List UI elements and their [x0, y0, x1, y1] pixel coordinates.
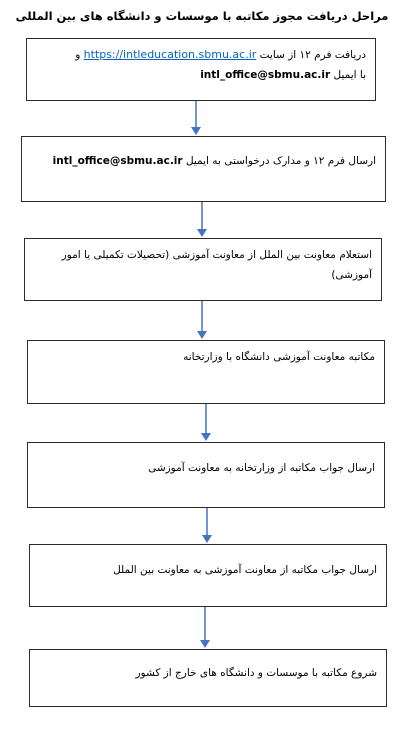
step-2-box [21, 136, 386, 202]
step-1-line-2 [36, 65, 366, 85]
arrow-2-3 [196, 202, 208, 238]
step-2-email: intl_office@sbmu.ac.ir [52, 155, 183, 167]
arrow-5-6 [201, 508, 213, 544]
step-2-line-1 [31, 143, 376, 171]
step-1-email: intl_office@sbmu.ac.ir [200, 69, 331, 81]
step-1-text: دریافت فرم ۱۲ از سایت [259, 49, 366, 61]
step-1-link[interactable]: https://intleducation.sbmu.ac.ir [83, 48, 257, 61]
step-7-box [29, 649, 387, 707]
step-5-text: ارسال جواب مکاتبه از وزارتخانه به معاونت آموزشی [148, 462, 375, 474]
step-1-box [26, 38, 376, 101]
step-2-text: ارسال فرم ۱۲ و مدارک درخواستی به ایمیل [185, 155, 376, 167]
arrow-6-7 [199, 607, 211, 649]
step-3-text: استعلام معاونت بین الملل از معاونت آموزشی (تحصیلات تکمیلی یا امور آموزشی) [61, 249, 372, 281]
step-3-box [24, 238, 382, 301]
step-1-line2-prefix: با ایمیل [333, 69, 366, 81]
arrow-3-4 [196, 301, 208, 340]
step-4-box [27, 340, 385, 404]
step-6-box [29, 544, 387, 607]
step-7-text: شروع مکاتبه با موسسات و دانشگاه های خارج از کشور [135, 667, 377, 679]
arrow-4-5 [200, 404, 212, 442]
step-6-text: ارسال جواب مکاتبه از معاونت آموزشی به معاونت بین الملل [113, 564, 377, 576]
diagram-title: مراحل دریافت مجوز مکاتبه با موسسات و دانشگاه های بین المللی [15, 9, 389, 23]
step-4-text: مکاتبه معاونت آموزشی دانشگاه با وزارتخانه [183, 351, 375, 363]
step-1-line-1 [36, 45, 366, 65]
step-5-box [27, 442, 385, 508]
arrow-1-2 [190, 101, 202, 136]
step-1-connector: و [75, 49, 81, 61]
